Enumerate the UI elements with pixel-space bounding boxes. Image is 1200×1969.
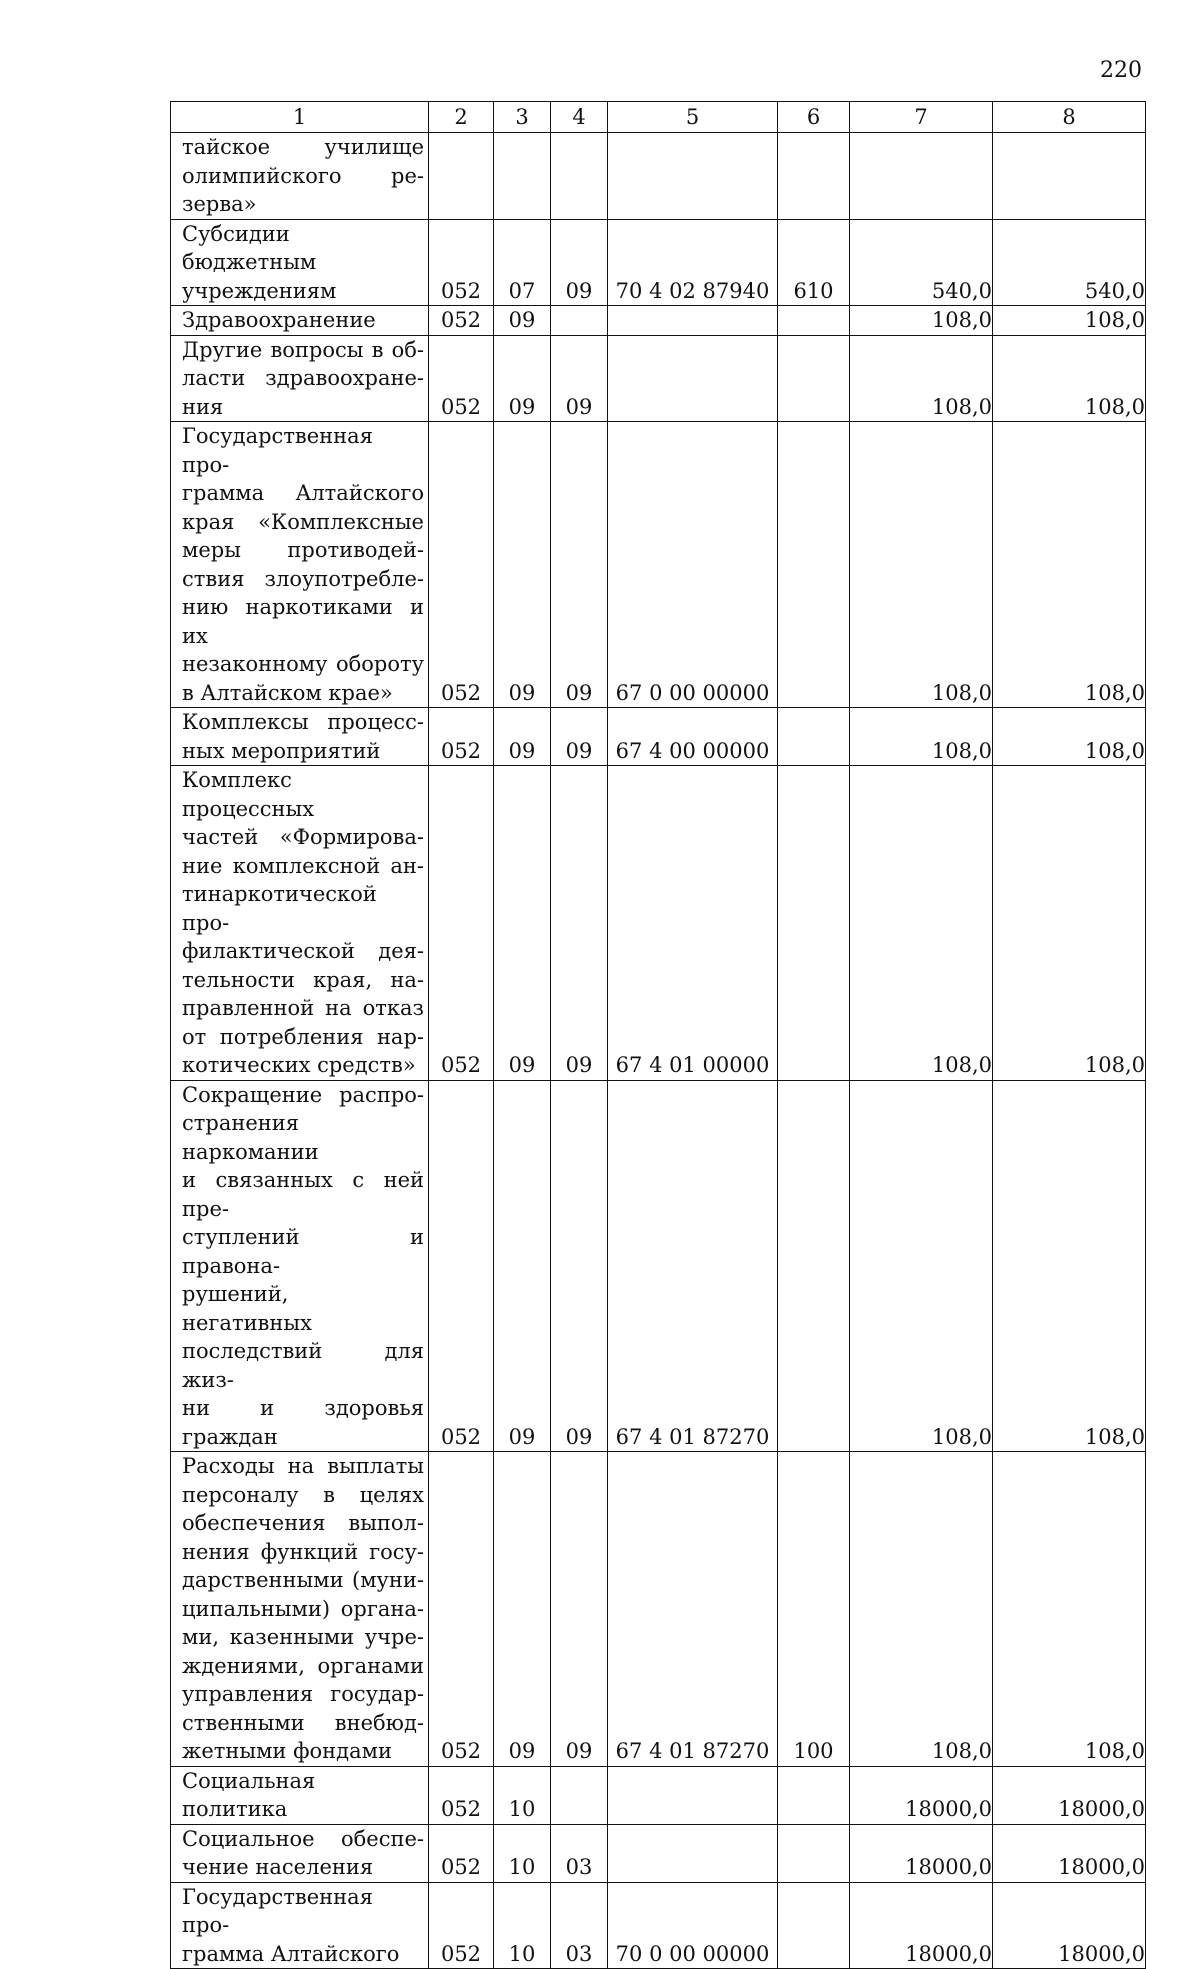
- ministry-code-cell: 052: [429, 1452, 494, 1767]
- subsection-code-cell: 09: [551, 1080, 608, 1452]
- amount-cell-year2: 540,0: [993, 219, 1146, 306]
- column-header: 7: [850, 102, 993, 133]
- expense-type-cell: [778, 1824, 850, 1882]
- amount-cell-year2: 108,0: [993, 422, 1146, 708]
- column-header: 6: [778, 102, 850, 133]
- ministry-code-cell: 052: [429, 708, 494, 766]
- row-name-line: ми, казенными учре-: [182, 1625, 424, 1649]
- row-name-line: последствий для жиз-: [182, 1339, 424, 1392]
- expense-type-cell: [778, 1766, 850, 1824]
- row-name-line: странения наркомании: [182, 1111, 319, 1164]
- amount-cell-year1: 18000,0: [850, 1766, 993, 1824]
- row-name-line: грамма Алтайского: [182, 481, 424, 505]
- column-header: 5: [608, 102, 778, 133]
- row-name-cell: [171, 1824, 429, 1882]
- table-row: [171, 133, 1146, 220]
- row-name-line: чение населения: [182, 1855, 374, 1879]
- ministry-code-cell: 052: [429, 219, 494, 306]
- table-row: [171, 422, 1146, 708]
- section-code-cell: 09: [494, 708, 551, 766]
- row-name-line: ласти здравоохране-: [182, 366, 424, 390]
- amount-cell-year2: 108,0: [993, 766, 1146, 1081]
- row-name-line: Сокращение распро-: [182, 1082, 424, 1107]
- amount-cell-year2: 108,0: [993, 708, 1146, 766]
- header-row: [171, 102, 1146, 133]
- row-name-line: от потребления нар-: [182, 1024, 424, 1049]
- row-name-line: в Алтайском крае»: [182, 680, 393, 705]
- row-name-line: частей «Формирова-: [182, 825, 424, 849]
- column-header: 2: [429, 102, 494, 133]
- table-row: [171, 335, 1146, 422]
- subsection-code-cell: 03: [551, 1824, 608, 1882]
- target-article-cell: 70 0 00 00000: [608, 1882, 778, 1969]
- section-code-cell: 09: [494, 335, 551, 422]
- ministry-code-cell: 052: [429, 335, 494, 422]
- subsection-code-cell: 09: [551, 219, 608, 306]
- amount-cell-year1: 108,0: [850, 708, 993, 766]
- section-code-cell: [494, 133, 551, 220]
- section-code-cell: 09: [494, 1452, 551, 1767]
- row-name-line: ственными внебюд-: [182, 1710, 424, 1735]
- row-name-line: обеспечения выпол-: [182, 1511, 424, 1535]
- row-name-line: края «Комплексные: [182, 509, 424, 534]
- expense-type-cell: [778, 708, 850, 766]
- ministry-code-cell: 052: [429, 306, 494, 336]
- budget-table: [170, 101, 1146, 1969]
- amount-cell-year1: 540,0: [850, 219, 993, 306]
- table-row: [171, 1882, 1146, 1969]
- ministry-code-cell: 052: [429, 1766, 494, 1824]
- amount-cell-year1: 108,0: [850, 766, 993, 1081]
- column-header: 4: [551, 102, 608, 133]
- ministry-code-cell: 052: [429, 1882, 494, 1969]
- amount-cell-year1: 18000,0: [850, 1882, 993, 1969]
- target-article-cell: 67 4 00 00000: [608, 708, 778, 766]
- target-article-cell: [608, 1824, 778, 1882]
- row-name-cell: [171, 306, 429, 336]
- table-row: [171, 1080, 1146, 1452]
- row-name-line: грамма Алтайского: [182, 1941, 400, 1966]
- table-row: [171, 1824, 1146, 1882]
- amount-cell-year2: 108,0: [993, 1080, 1146, 1452]
- row-name-line: управления государ-: [182, 1682, 424, 1706]
- row-name-cell: [171, 1452, 429, 1767]
- section-code-cell: 09: [494, 766, 551, 1081]
- row-name-line: ных мероприятий: [182, 738, 381, 763]
- table-row: [171, 1766, 1146, 1824]
- expense-type-cell: [778, 422, 850, 708]
- subsection-code-cell: 09: [551, 1452, 608, 1767]
- section-code-cell: 09: [494, 306, 551, 336]
- row-name-line: персоналу в целях: [182, 1482, 424, 1507]
- subsection-code-cell: [551, 306, 608, 336]
- column-header: 8: [993, 102, 1146, 133]
- amount-cell-year1: 108,0: [850, 1452, 993, 1767]
- expense-type-cell: [778, 306, 850, 336]
- expense-type-cell: [778, 766, 850, 1081]
- amount-cell-year2: 18000,0: [993, 1824, 1146, 1882]
- row-name-line: Государственная про-: [182, 1884, 373, 1937]
- row-name-cell: [171, 1882, 429, 1969]
- table-body: [171, 102, 1146, 1969]
- row-name-line: учреждениям: [182, 278, 337, 303]
- amount-cell-year1: 108,0: [850, 306, 993, 336]
- row-name-cell: [171, 219, 429, 306]
- target-article-cell: [608, 306, 778, 336]
- row-name-line: правленной на отказ: [182, 996, 424, 1020]
- row-name-line: Государственная про-: [182, 424, 373, 477]
- row-name-cell: [171, 766, 429, 1081]
- target-article-cell: 67 4 01 87270: [608, 1080, 778, 1452]
- target-article-cell: 67 4 01 00000: [608, 766, 778, 1081]
- ministry-code-cell: 052: [429, 1080, 494, 1452]
- section-code-cell: 09: [494, 422, 551, 708]
- row-name-line: олимпийского ре-: [182, 163, 424, 188]
- row-name-line: дарственными (муни-: [182, 1568, 424, 1592]
- row-name-line: ципальными) органа-: [182, 1596, 424, 1621]
- row-name-line: зерва»: [182, 192, 257, 216]
- amount-cell-year1: [850, 133, 993, 220]
- row-name-line: Субсидии бюджетным: [182, 221, 317, 274]
- row-name-line: филактической дея-: [182, 939, 424, 963]
- section-code-cell: 07: [494, 219, 551, 306]
- expense-type-cell: [778, 1080, 850, 1452]
- expense-type-cell: 610: [778, 219, 850, 306]
- row-name-line: ступлений и правона-: [182, 1225, 424, 1278]
- row-name-line: нию наркотиками и их: [182, 595, 424, 648]
- target-article-cell: [608, 1766, 778, 1824]
- row-name-line: ния: [182, 394, 224, 419]
- row-name-line: Другие вопросы в об-: [182, 337, 424, 362]
- amount-cell-year2: 18000,0: [993, 1882, 1146, 1969]
- expense-type-cell: 100: [778, 1452, 850, 1767]
- target-article-cell: 67 4 01 87270: [608, 1452, 778, 1767]
- row-name-line: Социальное обеспе-: [182, 1826, 424, 1851]
- ministry-code-cell: 052: [429, 1824, 494, 1882]
- expense-type-cell: [778, 335, 850, 422]
- amount-cell-year1: 18000,0: [850, 1824, 993, 1882]
- target-article-cell: 67 0 00 00000: [608, 422, 778, 708]
- row-name-cell: [171, 1766, 429, 1824]
- expense-type-cell: [778, 1882, 850, 1969]
- column-header: 3: [494, 102, 551, 133]
- page-number: 220: [1100, 58, 1142, 83]
- row-name-line: ние комплексной ан-: [182, 853, 424, 878]
- amount-cell-year1: 108,0: [850, 422, 993, 708]
- row-name-line: тайское училище: [182, 135, 424, 159]
- ministry-code-cell: 052: [429, 422, 494, 708]
- target-article-cell: [608, 133, 778, 220]
- row-name-cell: [171, 708, 429, 766]
- row-name-line: Расходы на выплаты: [182, 1454, 424, 1478]
- amount-cell-year1: 108,0: [850, 1080, 993, 1452]
- subsection-code-cell: [551, 1766, 608, 1824]
- column-header: 1: [171, 102, 429, 133]
- amount-cell-year2: [993, 133, 1146, 220]
- amount-cell-year2: 108,0: [993, 335, 1146, 422]
- section-code-cell: 10: [494, 1824, 551, 1882]
- row-name-line: и связанных с ней пре-: [182, 1168, 424, 1221]
- row-name-line: ждениями, органами: [182, 1653, 424, 1678]
- row-name-cell: [171, 133, 429, 220]
- table-row: [171, 766, 1146, 1081]
- amount-cell-year1: 108,0: [850, 335, 993, 422]
- ministry-code-cell: [429, 133, 494, 220]
- subsection-code-cell: [551, 133, 608, 220]
- row-name-line: ствия злоупотребле-: [182, 566, 424, 591]
- row-name-line: тинаркотической про-: [182, 882, 377, 935]
- table-row: [171, 306, 1146, 336]
- row-name-line: жетными фондами: [182, 1739, 392, 1763]
- subsection-code-cell: 09: [551, 766, 608, 1081]
- subsection-code-cell: 09: [551, 422, 608, 708]
- row-name-line: нения функций госу-: [182, 1539, 424, 1564]
- section-code-cell: 10: [494, 1766, 551, 1824]
- row-name-line: Социальная политика: [182, 1768, 316, 1821]
- target-article-cell: [608, 335, 778, 422]
- table-row: [171, 708, 1146, 766]
- row-name-line: незаконному обороту: [182, 652, 424, 676]
- table-row: [171, 219, 1146, 306]
- amount-cell-year2: 108,0: [993, 306, 1146, 336]
- subsection-code-cell: 03: [551, 1882, 608, 1969]
- row-name-cell: [171, 422, 429, 708]
- section-code-cell: 10: [494, 1882, 551, 1969]
- subsection-code-cell: 09: [551, 708, 608, 766]
- expense-type-cell: [778, 133, 850, 220]
- amount-cell-year2: 18000,0: [993, 1766, 1146, 1824]
- row-name-line: тельности края, на-: [182, 967, 424, 992]
- table-row: [171, 1452, 1146, 1767]
- row-name-cell: [171, 335, 429, 422]
- row-name-line: ни и здоровья граждан: [182, 1396, 424, 1449]
- row-name-line: меры противодей-: [182, 538, 424, 562]
- subsection-code-cell: 09: [551, 335, 608, 422]
- row-name-line: Комплекс процессных: [182, 768, 315, 821]
- row-name-line: рушений, негативных: [182, 1282, 312, 1335]
- amount-cell-year2: 108,0: [993, 1452, 1146, 1767]
- row-name-cell: [171, 1080, 429, 1452]
- row-name-line: котических средств»: [182, 1053, 416, 1077]
- ministry-code-cell: 052: [429, 766, 494, 1081]
- section-code-cell: 09: [494, 1080, 551, 1452]
- row-name-line: Здравоохранение: [182, 308, 376, 332]
- row-name-line: Комплексы процесс-: [182, 710, 424, 734]
- target-article-cell: 70 4 02 87940: [608, 219, 778, 306]
